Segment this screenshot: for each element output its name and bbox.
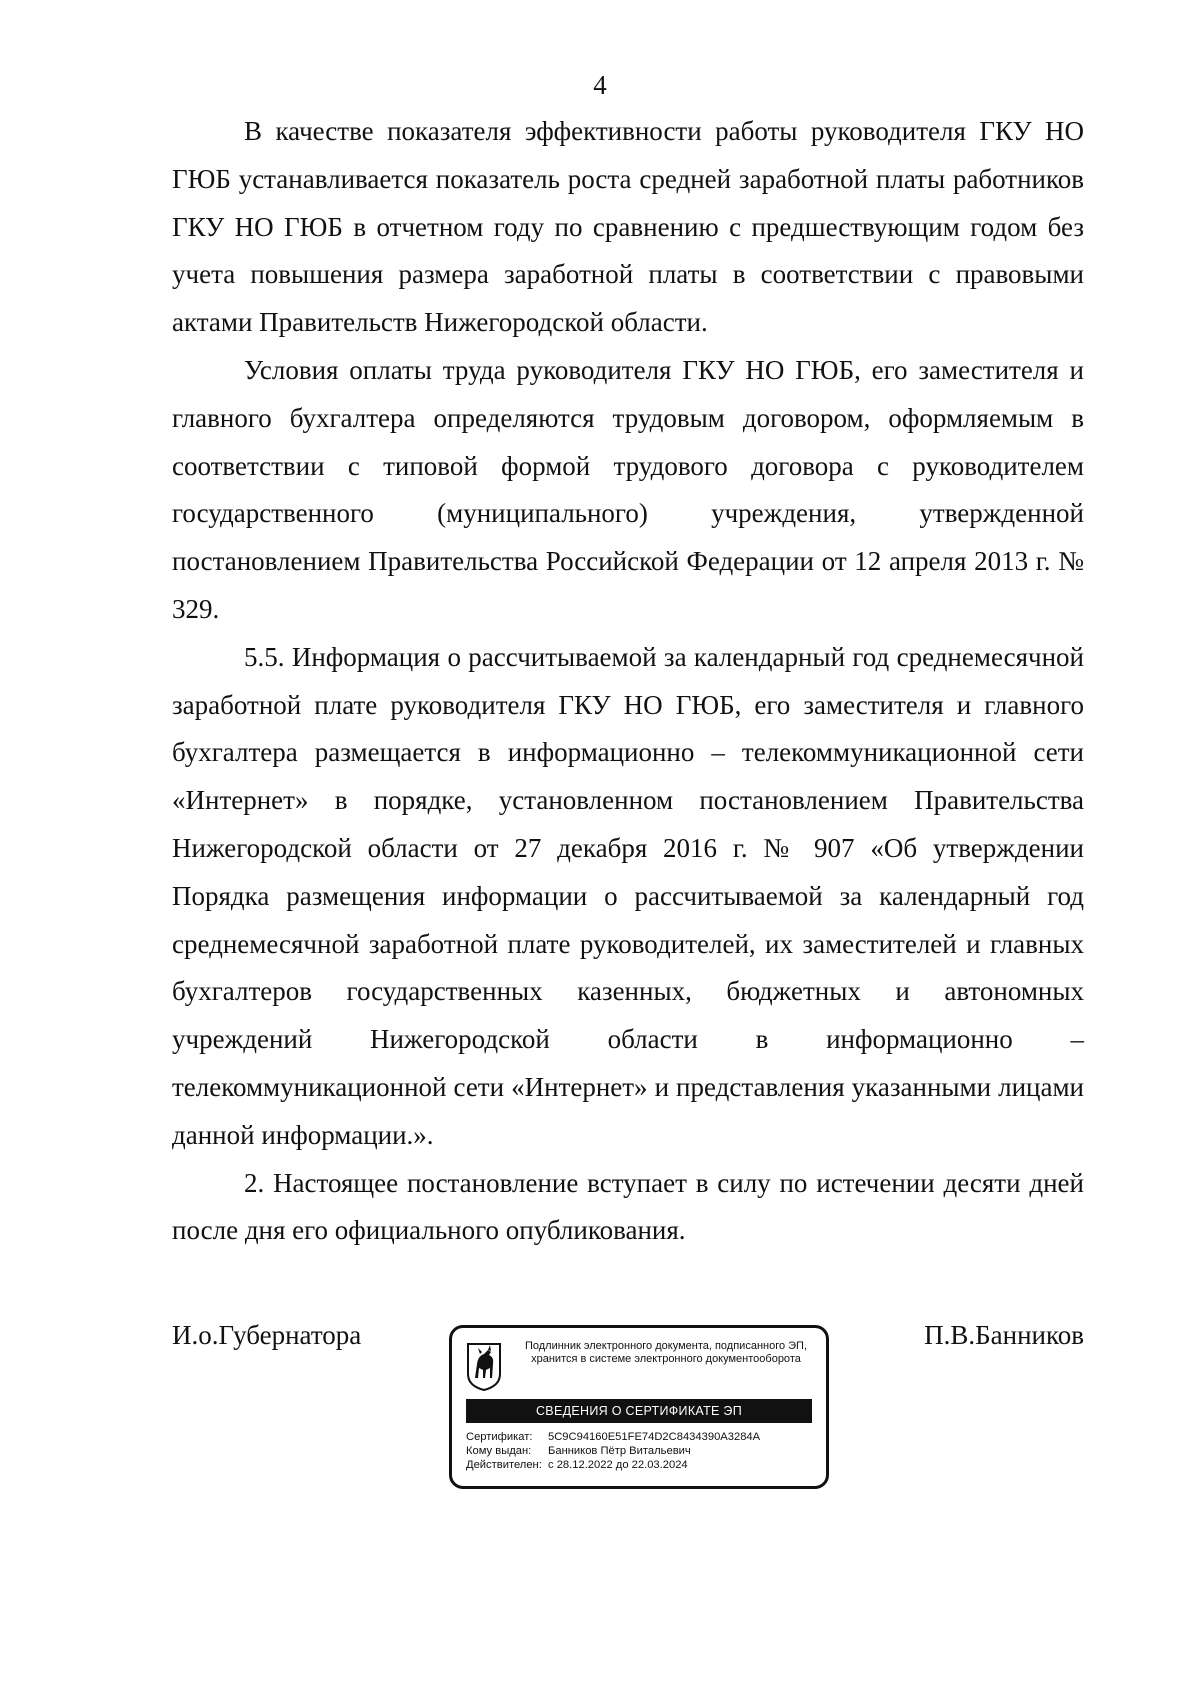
certificate-details [466, 1430, 816, 1472]
certificate-value: 5C9C94160E51FE74D2C8434390A3284A [548, 1431, 761, 1443]
validity-row [466, 1458, 816, 1472]
paragraph-efficiency-indicator: В качестве показателя эффективности работы руководителя ГКУ НО ГЮБ устанавливается показатель роста средней заработной платы работников ГКУ НО ГЮБ в отчетном году по сравнению с предшествующим годом без учета повышения размера заработной платы в соответствии с правовыми актами Правительств Нижегородской области. [172, 116, 1084, 338]
signatory-name: П.В.Банников [924, 1320, 1084, 1350]
stamp-notice-line: Подлинник электронного документа, подписанного ЭП, [524, 1340, 808, 1352]
coat-of-arms-icon [466, 1342, 502, 1392]
certificate-label: Сертификат: [466, 1431, 533, 1443]
validity-value: с 28.12.2022 до 22.03.2024 [548, 1459, 688, 1471]
stamp-notice [510, 1340, 822, 1366]
owner-value: Банников Пётр Витальевич [548, 1445, 691, 1457]
document-body [172, 108, 1084, 1255]
stamp-header: СВЕДЕНИЯ О СЕРТИФИКАТЕ ЭП [466, 1399, 812, 1423]
owner-label: Кому выдан: [466, 1445, 532, 1457]
stamp-notice-line: хранится в системе электронного документооборота [531, 1353, 801, 1365]
paragraph-pay-conditions: Условия оплаты труда руководителя ГКУ НО ГЮБ, его заместителя и главного бухгалтера определяются трудовым договором, оформляемым в соответствии с типовой формой трудового договора с руководителем государственного (муниципального) учреждения, утвержденной постановлением Правительства Российской Федерации от 12 апреля 2013 г. № 329. [172, 354, 1084, 624]
certificate-row [466, 1430, 816, 1444]
paragraph-entry-into-force: 2. Настоящее постановление вступает в силу по истечении десяти дней после дня его официального опубликования. [172, 1167, 1084, 1246]
page-number: 4 [593, 70, 607, 100]
electronic-signature-stamp [449, 1325, 829, 1489]
signatory-title: И.о.Губернатора [172, 1320, 362, 1350]
owner-row [466, 1444, 816, 1458]
paragraph-salary-information: 5.5. Информация о рассчитываемой за календарный год среднемесячной заработной плате руководителя ГКУ НО ГЮБ, его заместителя и главного бухгалтера размещается в информационно – телекоммуникационной сети «Интернет» в порядке, установленном постановлением Правительства Нижегородской области от 27 декабря 2016 г. № 907 «Об утверждении Порядка размещения информации о рассчитываемой за календарный год среднемесячной заработной плате руководителей, их заместителей и главных бухгалтеров государственных казенных, бюджетных и автономных учреждений Нижегородской области в информационно – телекоммуникационной сети «Интернет» и представления указанными лицами данной информации.». [172, 641, 1084, 1150]
validity-label: Действителен: [466, 1459, 542, 1471]
